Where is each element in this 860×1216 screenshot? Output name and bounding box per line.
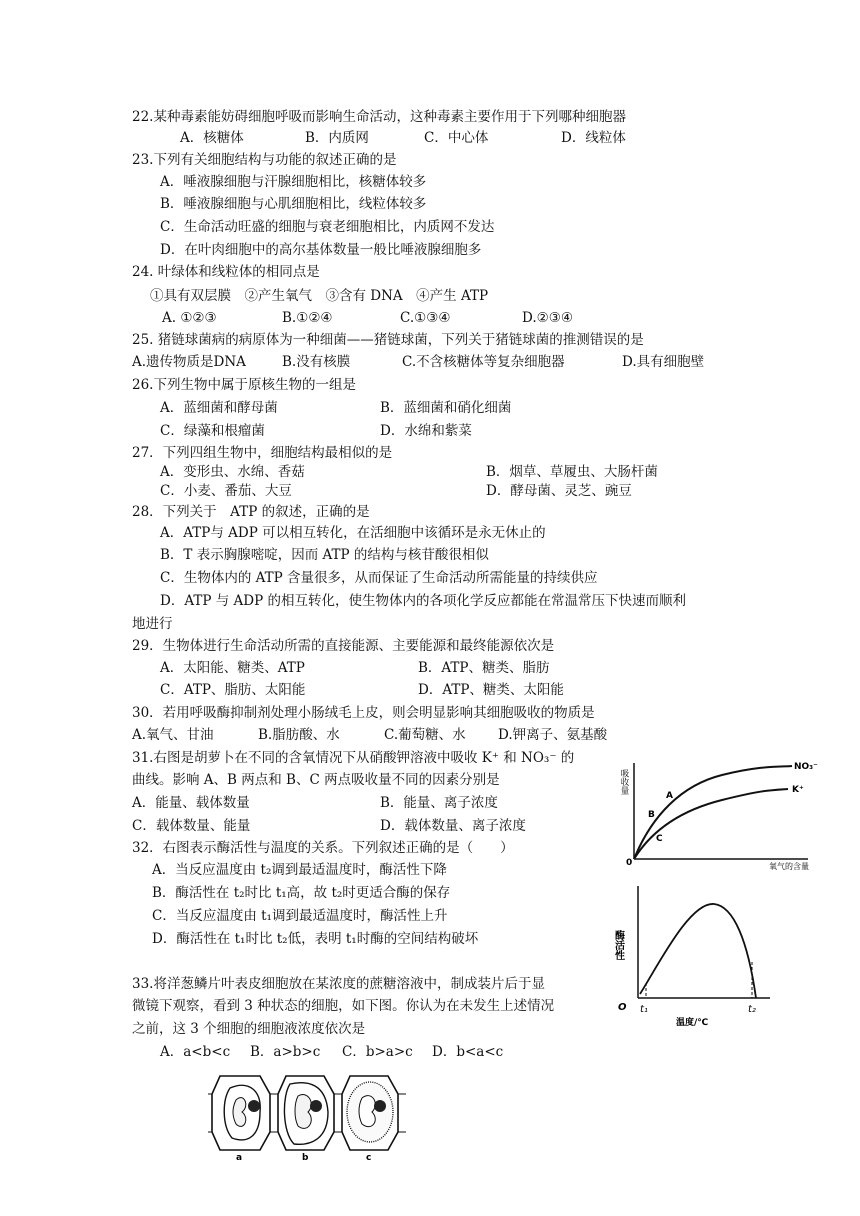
- q24-option-b: B.①②④: [282, 310, 333, 326]
- q22-option-c: C．中心体: [424, 130, 489, 146]
- q23-option-c: C．生命活动旺盛的细胞与衰老细胞相比，内质网不发达: [160, 219, 495, 235]
- q30-option-b: B.脂肪酸、水: [258, 727, 340, 743]
- q23-option-a: A．唾液腺细胞与汗腺细胞相比，核糖体较多: [160, 174, 427, 190]
- q33-label-c: c: [366, 1153, 372, 1163]
- q31-option-a: A．能量、载体数量: [132, 795, 250, 811]
- q25-option-d: D.具有细胞壁: [622, 354, 705, 370]
- q32-activity-curve: [640, 904, 756, 998]
- q28-continuation: 地进行: [132, 616, 173, 632]
- q31-origin: 0: [626, 858, 633, 868]
- q33-option-a: A．a<b<c: [160, 1044, 231, 1060]
- q26-option-d: D．水绵和紫菜: [380, 423, 472, 439]
- q27-option-c: C．小麦、番茄、大豆: [160, 483, 292, 499]
- q31-option-d: D．载体数量、离子浓度: [380, 818, 526, 834]
- q31-point-a: A: [666, 791, 673, 801]
- q33-option-b: B．a>b>c: [250, 1044, 321, 1060]
- q30-option-d: D.钾离子、氨基酸: [498, 727, 608, 743]
- q22-option-b: B．内质网: [305, 130, 369, 146]
- q24-option-c: C.①③④: [400, 310, 451, 326]
- q29-option-b: B．ATP、糖类、脂肪: [418, 660, 550, 676]
- q32-tick-t2: t₂: [748, 1004, 756, 1015]
- q29-stem: 29．生物体进行生命活动所需的直接能源、主要能源和最终能源依次是: [132, 638, 555, 654]
- q33-label-a: a: [236, 1153, 243, 1163]
- q26-stem: 26.下列生物中属于原核生物的一组是: [132, 377, 356, 393]
- q32-ylabel: 酶活性: [612, 930, 624, 960]
- q25-option-b: B.没有核膜: [282, 354, 351, 370]
- q33-cell-c: [342, 1076, 406, 1150]
- q33-stem-line2: 微镜下观察，看到 3 种状态的细胞，如下图。你认为在未发生上述情况: [132, 998, 555, 1014]
- q22-stem: 22.某种毒素能妨碍细胞呼吸而影响生命活动，这种毒素主要作用于下列哪种细胞器: [132, 109, 626, 125]
- q28-option-d: D．ATP 与 ADP 的相互转化，使生物体内的各项化学反应都能在常温常压下快速而顺利: [160, 593, 686, 609]
- q33-cells-figure: [208, 1066, 408, 1162]
- q23-stem: 23.下列有关细胞结构与功能的叙述正确的是: [132, 152, 397, 168]
- q31-option-c: C．载体数量、能量: [132, 818, 251, 834]
- q27-option-d: D．酵母菌、灵芝、豌豆: [486, 483, 632, 499]
- q22-option-d: D．线粒体: [561, 130, 626, 146]
- q28-option-c: C．生物体内的 ATP 含量很多，从而保证了生命活动所需能量的持续供应: [160, 570, 598, 586]
- q26-option-b: B．蓝细菌和硝化细菌: [380, 400, 512, 416]
- q31-option-b: B．能量、离子浓度: [380, 795, 498, 811]
- q32-origin: O: [618, 1002, 627, 1013]
- q28-option-b: B．T 表示胸腺嘧啶，因而 ATP 的结构与核苷酸很相似: [160, 547, 489, 563]
- q30-option-a: A.氧气、甘油: [132, 727, 214, 743]
- q25-option-c: C.不含核糖体等复杂细胞器: [402, 354, 565, 370]
- q33-cell-a: [208, 1076, 278, 1150]
- q28-stem: 28．下列关于 ATP 的叙述，正确的是: [132, 504, 370, 520]
- q31-point-b: B: [648, 810, 655, 820]
- q31-xlabel: 氧气的含量: [769, 862, 809, 871]
- q24-items: ①具有双层膜 ②产生氧气 ③含有 DNA ④产生 ATP: [150, 288, 489, 304]
- q27-option-b: B．烟草、草履虫、大肠杆菌: [486, 464, 658, 480]
- q24-stem: 24. 叶绿体和线粒体的相同点是: [132, 264, 320, 280]
- q30-option-c: C.葡萄糖、水: [384, 727, 466, 743]
- q27-option-a: A．变形虫、水绵、香菇: [160, 464, 305, 480]
- q24-option-a: A. ①②③: [162, 310, 217, 326]
- q33-cell-b: [278, 1076, 342, 1150]
- q31-point-c: C: [656, 834, 663, 844]
- q25-option-a: A.遗传物质是DNA: [132, 354, 246, 370]
- q23-option-b: B．唾液腺细胞与心肌细胞相比，线粒体较多: [160, 196, 427, 212]
- q32-enzyme-figure: [610, 882, 780, 1030]
- q25-stem: 25. 猪链球菌病的病原体为一种细菌——猪链球菌，下列关于猪链球菌的推测错误的是: [132, 332, 644, 348]
- q31-stem-line2: 曲线。影响 A、B 两点和 B、C 两点吸收量不同的因素分别是: [132, 772, 500, 788]
- q33-stem-line3: 之前，这 3 个细胞的细胞液浓度依次是: [132, 1021, 366, 1037]
- q32-option-c: C．当反应温度由 t₁调到最适温度时，酶活性上升: [152, 908, 448, 924]
- q30-stem: 30．若用呼吸酶抑制剂处理小肠绒毛上皮，则会明显影响其细胞吸收的物质是: [132, 705, 595, 721]
- q29-option-a: A．太阳能、糖类、ATP: [160, 660, 305, 676]
- q31-absorption-figure: [612, 755, 818, 871]
- q27-stem: 27．下列四组生物中，细胞结构最相似的是: [132, 445, 393, 461]
- q33-option-c: C．b>a>c: [342, 1044, 413, 1060]
- q33-label-b: b: [302, 1153, 309, 1163]
- q31-ylabel: 吸收量: [619, 769, 629, 795]
- q32-option-b: B．酶活性在 t₂时比 t₁高，故 t₂时更适合酶的保存: [152, 885, 451, 901]
- q31-no3-curve: [634, 766, 792, 859]
- q33-stem-line1: 33.将洋葱鳞片叶表皮细胞放在某浓度的蔗糖溶液中，制成装片后于显: [132, 976, 545, 992]
- q26-option-a: A．蓝细菌和酵母菌: [160, 400, 278, 416]
- q31-stem-line1: 31.右图是胡萝卜在不同的含氧情况下从硝酸钾溶液中吸收 K⁺ 和 NO₃⁻ 的: [132, 750, 575, 766]
- q32-option-a: A．当反应温度由 t₂调到最适温度时，酶活性下降: [152, 862, 447, 878]
- q24-option-d: D.②③④: [522, 310, 573, 326]
- q28-option-a: A．ATP与 ADP 可以相互转化，在活细胞中该循环是永无休止的: [160, 525, 546, 541]
- q33-option-d: D．b<a<c: [432, 1044, 504, 1060]
- q31-no3-label: NO₃⁻: [794, 762, 818, 772]
- q32-tick-t1: t₁: [640, 1004, 648, 1015]
- q29-option-d: D．ATP、糖类、太阳能: [418, 682, 564, 698]
- q26-option-c: C．绿藻和根瘤菌: [160, 423, 265, 439]
- q23-option-d: D．在叶肉细胞中的高尔基体数量一般比唾液腺细胞多: [160, 242, 482, 258]
- q32-xlabel: 温度/℃: [676, 1018, 709, 1028]
- q22-option-a: A．核糖体: [180, 130, 244, 146]
- q31-k-label: K⁺: [792, 785, 804, 795]
- q31-k-curve: [634, 789, 788, 859]
- q32-stem: 32．右图表示酶活性与温度的关系。下列叙述正确的是（ ）: [132, 840, 514, 856]
- q29-option-c: C．ATP、脂肪、太阳能: [160, 682, 306, 698]
- q32-option-d: D．酶活性在 t₁时比 t₂低，表明 t₁时酶的空间结构破坏: [152, 931, 479, 947]
